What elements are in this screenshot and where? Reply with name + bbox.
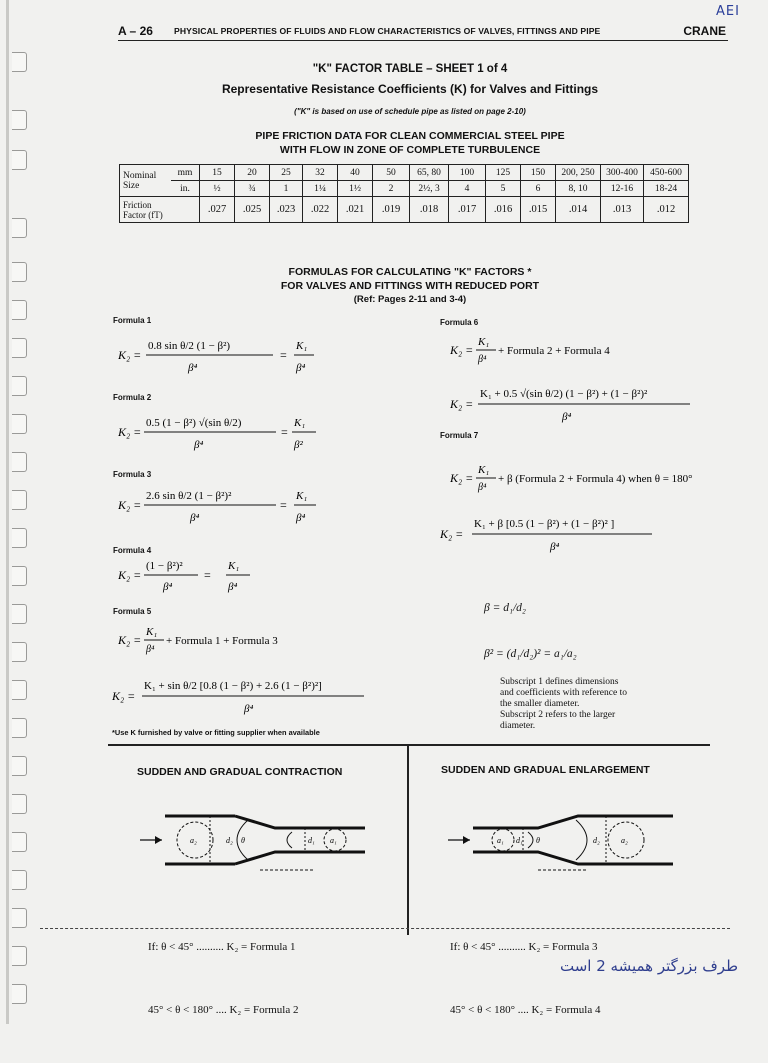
unit-in: in.	[171, 181, 200, 197]
table-cell: .022	[303, 197, 338, 223]
formula-6-numerator: K₁ + 0.5 √(sin θ/2) (1 − β²) + (1 − β²)²	[480, 388, 648, 400]
binder-hole	[12, 110, 27, 130]
table-cell: 15	[200, 165, 235, 181]
beta-definition: β = d₁/d₂	[484, 602, 526, 614]
table-cell: 1½	[338, 181, 373, 197]
beta4: β⁴	[190, 512, 200, 524]
enlargement-diagram	[448, 806, 678, 874]
friction-factor-label	[120, 197, 200, 223]
table-cell: 40	[338, 165, 373, 181]
formulas-heading	[100, 265, 720, 307]
contraction-condition-1: If: θ < 45° .......... K₂ = Formula 1	[148, 941, 296, 953]
pipe-wall	[235, 816, 365, 828]
binder-margin	[0, 0, 34, 1024]
table-row	[120, 165, 689, 181]
binder-hole	[12, 604, 27, 624]
table-cell: .019	[373, 197, 410, 223]
subscript-note-line3: the smaller diameter.	[500, 699, 580, 709]
k1: K₁	[294, 417, 306, 429]
page-number: A – 26	[118, 24, 153, 38]
enlargement-conditions	[450, 895, 600, 1063]
equals: =	[280, 498, 287, 512]
table-cell: .016	[486, 197, 521, 223]
handwritten-tag: AEI	[716, 4, 740, 19]
contraction-diagram	[140, 806, 370, 874]
binder-hole	[12, 680, 27, 700]
contraction-condition-2: 45° < θ < 180° .... K₂ = Formula 2	[148, 1004, 299, 1016]
formula-7b	[440, 510, 700, 556]
subscript-note-line4: Subscript 2 refers to the larger	[500, 710, 616, 720]
formula-4-label: Formula 4	[113, 546, 152, 555]
formula-4	[118, 556, 268, 596]
binder-hole	[12, 718, 27, 738]
formula-1	[118, 332, 318, 380]
enlargement-title: SUDDEN AND GRADUAL ENLARGEMENT	[441, 764, 650, 776]
table-cell: .012	[644, 197, 689, 223]
k2-symbol: K₂ =	[450, 343, 474, 357]
k1: K₁	[228, 560, 240, 572]
formulas-heading-line1: FORMULAS FOR CALCULATING "K" FACTORS *	[288, 266, 532, 278]
table-cell: 6	[521, 181, 556, 197]
k1: K₁	[296, 490, 308, 502]
pipe-wall	[235, 852, 365, 864]
beta4: β⁴	[550, 541, 560, 553]
formula-2	[118, 405, 328, 455]
table-cell: 2	[373, 181, 410, 197]
table-row	[120, 197, 689, 223]
subscript-note	[500, 677, 627, 732]
formula-6b	[450, 380, 710, 426]
table-cell: 20	[235, 165, 270, 181]
k2-symbol: K₂ =	[450, 471, 474, 485]
beta4: β⁴	[478, 482, 487, 493]
table-cell: .017	[449, 197, 486, 223]
binder-hole	[12, 376, 27, 396]
angle-arc	[576, 820, 587, 860]
formula-1-label: Formula 1	[113, 316, 152, 325]
page-header	[118, 22, 728, 41]
binder-hole	[12, 528, 27, 548]
enlargement-condition-1: If: θ < 45° .......... K₂ = Formula 3	[450, 941, 598, 953]
pipe-wall	[473, 852, 673, 864]
k1: K₁	[478, 464, 490, 476]
table-heading	[100, 129, 720, 157]
table-cell: 300-400	[601, 165, 644, 181]
binder-hole	[12, 300, 27, 320]
column-divider	[407, 745, 409, 935]
table-cell: 1	[270, 181, 303, 197]
k1: K₁	[146, 626, 158, 638]
friction-factor-label-line2: Factor (fT)	[123, 209, 163, 220]
binder-hole	[12, 218, 27, 238]
k2-symbol: K₂ =	[118, 498, 142, 512]
table-cell: 65, 80	[410, 165, 449, 181]
binder-hole	[12, 414, 27, 434]
binder-hole	[12, 832, 27, 852]
contraction-title: SUDDEN AND GRADUAL CONTRACTION	[137, 766, 343, 778]
table-cell: .025	[235, 197, 270, 223]
d2-label: d₂	[226, 836, 233, 845]
table-cell: 125	[486, 165, 521, 181]
binder-hole	[12, 452, 27, 472]
table-cell: .015	[521, 197, 556, 223]
a2-label: a₂	[190, 836, 197, 845]
binder-hole	[12, 52, 27, 72]
page-edge	[6, 0, 9, 1024]
footnote: *Use K furnished by valve or fitting supplier when available	[112, 728, 320, 737]
k2-symbol: K₂ =	[112, 689, 136, 703]
table-cell: 450-600	[644, 165, 689, 181]
friction-factor-table	[119, 164, 689, 223]
section-divider	[108, 744, 710, 746]
table-cell: .013	[601, 197, 644, 223]
formula-6-line1: + Formula 2 + Formula 4	[498, 345, 610, 357]
table-row	[120, 181, 689, 197]
a1-label: a₁	[497, 836, 504, 845]
beta2: β²	[294, 439, 303, 451]
k2-symbol: K₂ =	[118, 348, 142, 362]
table-cell: 2½, 3	[410, 181, 449, 197]
beta4: β⁴	[194, 439, 204, 451]
subscript-note-line2: and coefficients with reference to	[500, 688, 627, 698]
binder-hole	[12, 566, 27, 586]
flow-arrow-head	[463, 836, 470, 844]
equals: =	[204, 568, 211, 582]
table-heading-line1: PIPE FRICTION DATA FOR CLEAN COMMERCIAL STEEL PIPE	[255, 130, 565, 142]
theta-label: θ	[536, 836, 540, 845]
formula-5-label: Formula 5	[113, 607, 152, 616]
beta4: β⁴	[228, 581, 238, 593]
table-cell: 1¼	[303, 181, 338, 197]
binder-hole	[12, 908, 27, 928]
angle-arc	[528, 832, 533, 848]
table-cell: 50	[373, 165, 410, 181]
table-cell: 18-24	[644, 181, 689, 197]
d2-label: d₂	[593, 836, 600, 845]
running-title: PHYSICAL PROPERTIES OF FLUIDS AND FLOW CHARACTERISTICS OF VALVES, FITTINGS AND PIPE	[174, 26, 601, 36]
table-cell: 5	[486, 181, 521, 197]
binder-hole	[12, 794, 27, 814]
formula-6a	[450, 334, 670, 368]
k2-symbol: K₂ =	[118, 633, 142, 647]
table-cell: ¾	[235, 181, 270, 197]
formulas-heading-line3: (Ref: Pages 2-11 and 3-4)	[353, 294, 467, 305]
angle-arc	[287, 832, 292, 848]
beta-squared-definition: β² = (d₁/d₂)² = a₁/a₂	[484, 648, 577, 660]
nominal-size-label: Nominal Size	[120, 165, 172, 197]
binder-hole	[12, 870, 27, 890]
beta4: β⁴	[163, 581, 173, 593]
enlargement-condition-2: 45° < θ < 180° .... K₂ = Formula 4	[450, 1004, 601, 1016]
table-cell: 32	[303, 165, 338, 181]
k1: K₁	[478, 336, 490, 348]
table-cell: 4	[449, 181, 486, 197]
subscript-note-line1: Subscript 1 defines dimensions	[500, 677, 619, 687]
k2-symbol: K₂ =	[118, 425, 142, 439]
table-cell: 100	[449, 165, 486, 181]
formula-7-line1: + β (Formula 2 + Formula 4) when θ = 180°	[498, 473, 693, 485]
formula-1-numerator: 0.8 sin θ/2 (1 − β²)	[148, 340, 231, 352]
pipe-wall	[473, 816, 673, 828]
table-cell: 200, 250	[556, 165, 601, 181]
formula-5-line1: + Formula 1 + Formula 3	[166, 635, 278, 647]
equals: =	[281, 425, 288, 439]
binder-hole	[12, 262, 27, 282]
beta4: β⁴	[478, 354, 487, 365]
formula-3-label: Formula 3	[113, 470, 152, 479]
formula-5b	[112, 672, 377, 718]
table-cell: 150	[521, 165, 556, 181]
beta4: β⁴	[296, 512, 306, 524]
formula-7-label: Formula 7	[440, 431, 479, 440]
k2-symbol: K₂ =	[450, 397, 474, 411]
unit-mm: mm	[171, 165, 200, 181]
beta4: β⁴	[562, 411, 572, 423]
handwritten-note: طرف بزرگتر همیشه 2 است	[560, 957, 739, 975]
formula-3-numerator: 2.6 sin θ/2 (1 − β²)²	[146, 490, 232, 502]
k1: K₁	[296, 340, 308, 352]
equals: =	[280, 348, 287, 362]
subscript-note-line5: diameter.	[500, 721, 536, 731]
formula-4-numerator: (1 − β²)²	[146, 560, 183, 572]
contraction-conditions	[148, 895, 298, 1063]
formula-6-label: Formula 6	[440, 318, 479, 327]
table-cell: 25	[270, 165, 303, 181]
k2-symbol: K₂ =	[440, 527, 464, 541]
beta4: β⁴	[188, 362, 198, 374]
publisher-name: CRANE	[683, 24, 726, 38]
sheet-subtitle: Representative Resistance Coefficients (K) for Valves and Fittings	[221, 82, 599, 96]
beta4: β⁴	[244, 703, 254, 715]
binder-hole	[12, 490, 27, 510]
formulas-heading-line2: FOR VALVES AND FITTINGS WITH REDUCED PORT	[280, 280, 540, 292]
table-cell: .014	[556, 197, 601, 223]
a2-label: a₂	[621, 836, 628, 845]
friction-factor-label-line1: Friction	[123, 199, 152, 210]
flow-arrow-head	[155, 836, 162, 844]
sheet-title: "K" FACTOR TABLE – SHEET 1 of 4	[312, 63, 508, 75]
binder-hole	[12, 642, 27, 662]
beta4: β⁴	[146, 644, 155, 655]
table-heading-line2: WITH FLOW IN ZONE OF COMPLETE TURBULENCE	[279, 144, 541, 156]
a1-label: a₁	[330, 836, 337, 845]
binder-hole	[12, 150, 27, 170]
table-cell: 12-16	[601, 181, 644, 197]
table-cell: .021	[338, 197, 373, 223]
binder-hole	[12, 338, 27, 358]
table-cell: ½	[200, 181, 235, 197]
k2-symbol: K₂ =	[118, 568, 142, 582]
binder-hole	[12, 984, 27, 1004]
theta-label: θ	[241, 836, 245, 845]
formula-2-numerator: 0.5 (1 − β²) √(sin θ/2)	[146, 417, 242, 429]
beta4: β⁴	[296, 362, 306, 374]
formula-2-label: Formula 2	[113, 393, 152, 402]
binder-hole	[12, 946, 27, 966]
formula-7a	[450, 462, 710, 496]
schedule-note: ("K" is based on use of schedule pipe as listed on page 2-10)	[294, 107, 526, 116]
formula-5-numerator: K₁ + sin θ/2 [0.8 (1 − β²) + 2.6 (1 − β²)²]	[144, 680, 322, 692]
formula-3	[118, 480, 328, 528]
scan-artifact-line	[40, 928, 730, 929]
table-cell: .018	[410, 197, 449, 223]
d1-label: d₁	[516, 836, 523, 845]
table-cell: .027	[200, 197, 235, 223]
binder-hole	[12, 756, 27, 776]
d1-label: d₁	[308, 836, 315, 845]
formula-5a	[118, 624, 338, 658]
table-cell: .023	[270, 197, 303, 223]
formula-7-numerator: K₁ + β [0.5 (1 − β²) + (1 − β²)² ]	[474, 518, 615, 530]
table-cell: 8, 10	[556, 181, 601, 197]
